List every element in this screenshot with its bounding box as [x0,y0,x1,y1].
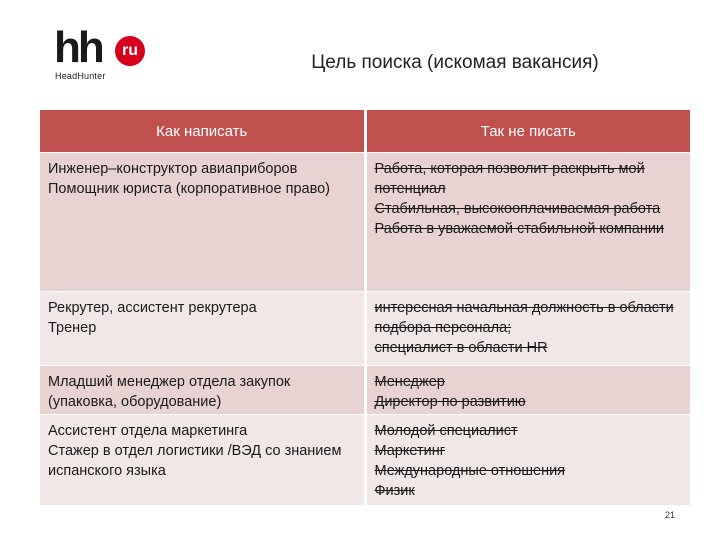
bad-item: Директор по развитию [374,394,526,410]
bad-item: Молодой специалист [374,423,518,439]
header-how-to-write: Как написать [40,110,365,153]
logo-wordmark: hh [54,23,102,72]
table-header-row [40,110,690,153]
table-row [40,153,690,292]
bad-item: Стабильная, высокооплачиваемая работа [374,201,661,217]
bad-item: Работа в уважаемой стабильной компании [374,221,665,237]
good-item: Младший менеджер отдела закупок (упаковка, оборудование) [48,374,291,410]
good-item: Ассистент отдела маркетинга [48,423,248,439]
logo-ru-badge: ru [115,36,145,66]
bad-item: Менеджер [374,374,445,390]
logo-subtitle: HeadHunter [55,71,106,81]
bad-cell [365,415,690,506]
header-how-not-to-write: Так не писать [365,110,690,153]
good-item: Тренер [48,320,97,336]
bad-cell [365,292,690,366]
bad-cell [365,366,690,415]
bad-item: Маркетинг [374,443,445,459]
vacancy-table [40,110,690,505]
slide-title: Цель поиска (искомая вакансия) [311,52,599,73]
headhunter-logo [54,23,154,82]
good-cell [40,292,365,366]
table-row [40,366,690,415]
page-number: 21 [665,510,676,520]
bad-item: специалист в области HR [374,340,548,356]
table-row [40,292,690,366]
bad-cell [365,153,690,292]
good-item: Инженер–конструктор авиаприборов [48,161,298,177]
good-cell [40,415,365,506]
good-item: Рекрутер, ассистент рекрутера [48,300,257,316]
good-cell [40,366,365,415]
bad-item: Международные отношения [374,463,566,479]
bad-item: Физик [374,483,415,499]
good-cell [40,153,365,292]
bad-item: Работа, которая позволит раскрыть мой потенциал [374,161,645,197]
good-item: Помощник юриста (корпоративное право) [48,181,330,197]
good-item: Стажер в отдел логистики /ВЭД со знанием испанского языка [48,443,342,479]
table-row [40,415,690,506]
bad-item: интересная начальная должность в области подбора персонала; [374,300,674,336]
